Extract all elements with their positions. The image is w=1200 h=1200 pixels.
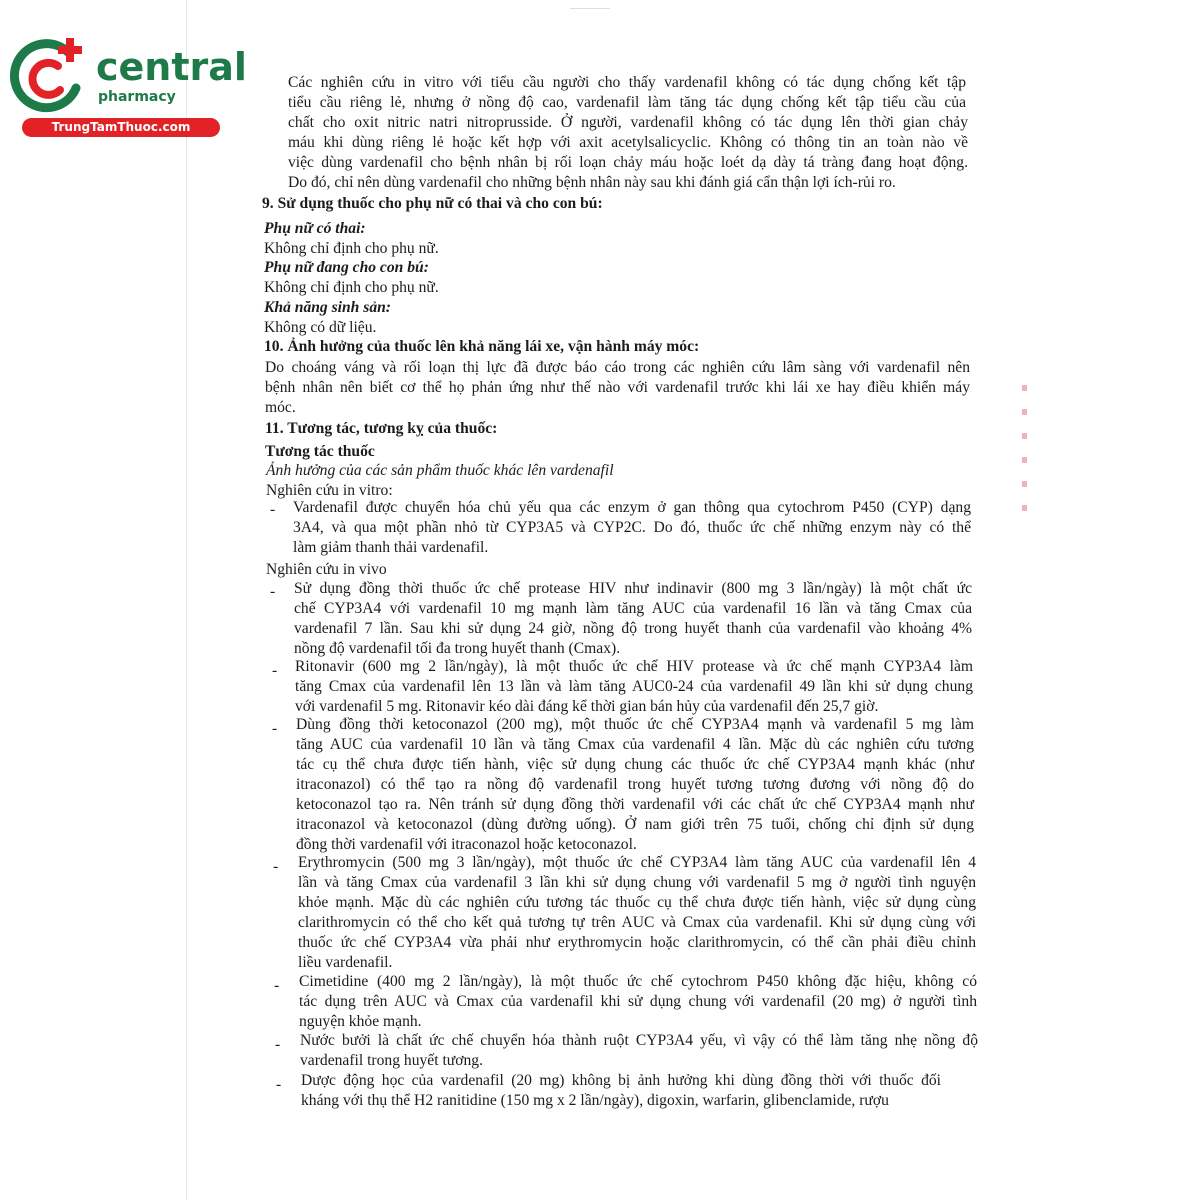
invivo-b6-line: vardenafil trong huyết tương.: [300, 1052, 483, 1069]
invivo-b7-line: Dược động học của vardenafil (20 mg) không bị ảnh hưởng khi dùng đồng thời với thuốc đối: [301, 1072, 941, 1089]
invivo-b1-line: Sử dụng đồng thời thuốc ức chế protease HIV như indinavir (800 mg 3 lần/ngày) là một chất ức: [294, 580, 972, 597]
section-10-line: Do choáng váng và rối loạn thị lực đã được báo cáo trong các nghiên cứu lâm sàng với vardenafil nên: [265, 359, 970, 376]
logo-subtitle: pharmacy: [98, 89, 176, 105]
invitro-line: làm giảm thanh thải vardenafil.: [293, 539, 489, 556]
invivo-b3-line: tăng AUC của vardenafil 10 lần và tăng Cmax của vardenafil 4 lần. Mặc dù các nghiên cứu tương: [296, 736, 974, 753]
invivo-b3-line: itraconazol và ketoconazol (dùng đường uống). Ở nam giới trên 75 tuổi, chống chỉ định sử dụng: [296, 816, 974, 833]
invivo-b4-line: lần và tăng Cmax của vardenafil 3 lần khi sử dụng chung với vardenafil 5 mg ở người tình nguyện: [298, 874, 976, 891]
invivo-b4-line: khỏe mạnh. Mặc dù các nghiên cứu tương tác thuốc cụ thể chưa được tiến hành, việc sử dụng cùng: [298, 894, 976, 911]
intro-line: tiểu cầu riêng lẻ, nhưng ở nồng độ cao, vardenafil làm tăng tác dụng chống kết tập tiểu cầu của: [288, 94, 966, 111]
invivo-b1-line: chế CYP3A4 với vardenafil 10 mg mạnh làm tăng AUC của vardenafil 16 lần và tăng Cmax của: [294, 600, 972, 617]
invivo-label: Nghiên cứu in vivo: [266, 561, 387, 578]
invitro-line: Vardenafil được chuyển hóa chủ yếu qua các enzym ở gan thông qua cytochrom P450 (CYP) dạng: [293, 499, 971, 516]
fertility-text: Không có dữ liệu.: [264, 319, 377, 336]
intro-line: máu khi dùng riêng lẻ hoặc kết hợp với axit acetylsalicyclic. Không có thông tin an toàn nào về: [288, 134, 968, 151]
invivo-b4-line: Erythromycin (500 mg 3 lần/ngày), một thuốc ức chế CYP3A4 làm tăng AUC của vardenafil lên 4: [298, 854, 976, 871]
bullet-dash: -: [273, 858, 279, 875]
bullet-dash: -: [272, 662, 278, 679]
intro-line: việc dùng vardenafil cho bệnh nhân bị rối loạn chảy máu hoặc loét dạ dày tá tràng đang hoạt động.: [288, 154, 968, 171]
invivo-b2-line: Ritonavir (600 mg 2 lần/ngày), là một thuốc ức chế HIV protease và ức chế mạnh CYP3A4 làm: [295, 658, 973, 675]
invivo-b1-line: nồng độ vardenafil tối đa trong huyết thanh (Cmax).: [294, 640, 621, 657]
logo-wordmark: central: [96, 45, 247, 89]
invivo-b6-line: Nước bưởi là chất ức chế chuyển hóa thành ruột CYP3A4 yếu, vì vậy có thể làm tăng nhẹ nồng độ: [300, 1032, 978, 1049]
invivo-b2-line: tăng Cmax của vardenafil lên 13 lần và làm tăng AUC0-24 của vardenafil 49 lần khi sử dụng chung: [295, 678, 973, 695]
invivo-b5-line: Cimetidine (400 mg 2 lần/ngày), là một thuốc ức chế cytochrom P450 không đặc hiệu, không có: [299, 973, 977, 990]
lactating-label: Phụ nữ đang cho con bú:: [264, 259, 429, 276]
bullet-dash: -: [275, 1036, 281, 1053]
invivo-b4-line: thuốc ức chế CYP3A4 vừa phải như erythromycin hoặc clarithromycin, có thể cần phải điều chỉnh: [298, 934, 976, 951]
pregnant-text: Không chỉ định cho phụ nữ.: [264, 240, 439, 257]
intro-line: Các nghiên cứu in vitro với tiểu cầu người cho thấy vardenafil không có tác dụng chống kết tập: [288, 74, 966, 91]
bullet-dash: -: [270, 501, 276, 518]
bullet-dash: -: [270, 583, 276, 600]
invivo-b5-line: nguyện khỏe mạnh.: [299, 1013, 422, 1030]
section-11-heading: 11. Tương tác, tương kỵ của thuốc:: [265, 420, 498, 437]
invivo-b4-line: clarithromycin có thể cho kết quả tương tự trên AUC và Cmax của vardenafil. Khi sử dụng cùng với: [298, 914, 976, 931]
bullet-dash: -: [272, 720, 278, 737]
fertility-label: Khả năng sinh sản:: [264, 299, 391, 316]
logo-url-banner: TrungTamThuoc.com: [22, 118, 220, 137]
section-9-heading: 9. Sử dụng thuốc cho phụ nữ có thai và cho con bú:: [262, 195, 603, 212]
invivo-b3-line: đồng thời vardenafil với itraconazol hoặc ketoconazol.: [296, 836, 637, 853]
bullet-dash: -: [274, 977, 280, 994]
invivo-b3-line: tác cụ thể chưa được tiến hành, việc sử dụng chung các thuốc ức chế CYP3A4 mạnh khác (như: [296, 756, 974, 773]
bullet-dash: -: [276, 1076, 282, 1093]
invivo-b3-line: itraconazol) có thể tạo ra nồng độ vardenafil trong huyết tương tương đương với nồng độ do: [296, 776, 974, 793]
invivo-b5-line: tác dụng trên AUC và Cmax của vardenafil khi sử dụng chung với vardenafil (20 mg) ở người tình: [299, 993, 977, 1010]
pregnant-label: Phụ nữ có thai:: [264, 220, 366, 237]
invivo-b1-line: vardenafil 7 lần. Sau khi sử dụng 24 giờ, nồng độ trong huyết thanh của vardenafil vào khoảng 4%: [294, 620, 972, 637]
invivo-b3-line: ketoconazol tạo ra. Nên tránh sử dụng đồng thời vardenafil với các chất ức chế CYP3A4 mạnh như: [296, 796, 974, 813]
invitro-label: Nghiên cứu in vitro:: [266, 482, 393, 499]
intro-line: chất cho oxit nitric natri nitroprusside. Ở người, vardenafil không có tác dụng lên thời gian chảy: [288, 114, 968, 131]
invivo-b3-line: Dùng đồng thời ketoconazol (200 mg), một thuốc ức chế CYP3A4 mạnh và vardenafil 5 mg làm: [296, 716, 974, 733]
lactating-text: Không chỉ định cho phụ nữ.: [264, 279, 439, 296]
section-10-line: bệnh nhân nên biết cơ thể họ phản ứng như thế nào với vardenafil trước khi lái xe hay điều khiển máy: [265, 379, 970, 396]
section-10-line: móc.: [265, 399, 296, 416]
invivo-b7-line: kháng với thụ thể H2 ranitidine (150 mg x 2 lần/ngày), digoxin, warfarin, glibenclamide, rượu: [301, 1092, 889, 1109]
intro-line: Do đó, chỉ nên dùng vardenafil cho những bệnh nhân này sau khi đánh giá cẩn thận lợi ích-rủi ro.: [288, 174, 896, 191]
effect-subheading: Ảnh hưởng của các sản phẩm thuốc khác lên vardenafil: [266, 462, 614, 479]
section-10-heading: 10. Ảnh hưởng của thuốc lên khả năng lái xe, vận hành máy móc:: [264, 338, 700, 355]
invivo-b2-line: với vardenafil 5 mg. Ritonavir kéo dài đáng kể thời gian bán hủy của vardenafil đến 25,7 giờ.: [295, 698, 879, 715]
drug-interaction-subheading: Tương tác thuốc: [265, 443, 375, 460]
invivo-b4-line: liều vardenafil.: [298, 954, 393, 971]
invitro-line: 3A4, và qua một phần nhỏ từ CYP3A5 và CYP2C. Do đó, thuốc ức chế những enzym này có thể: [293, 519, 971, 536]
